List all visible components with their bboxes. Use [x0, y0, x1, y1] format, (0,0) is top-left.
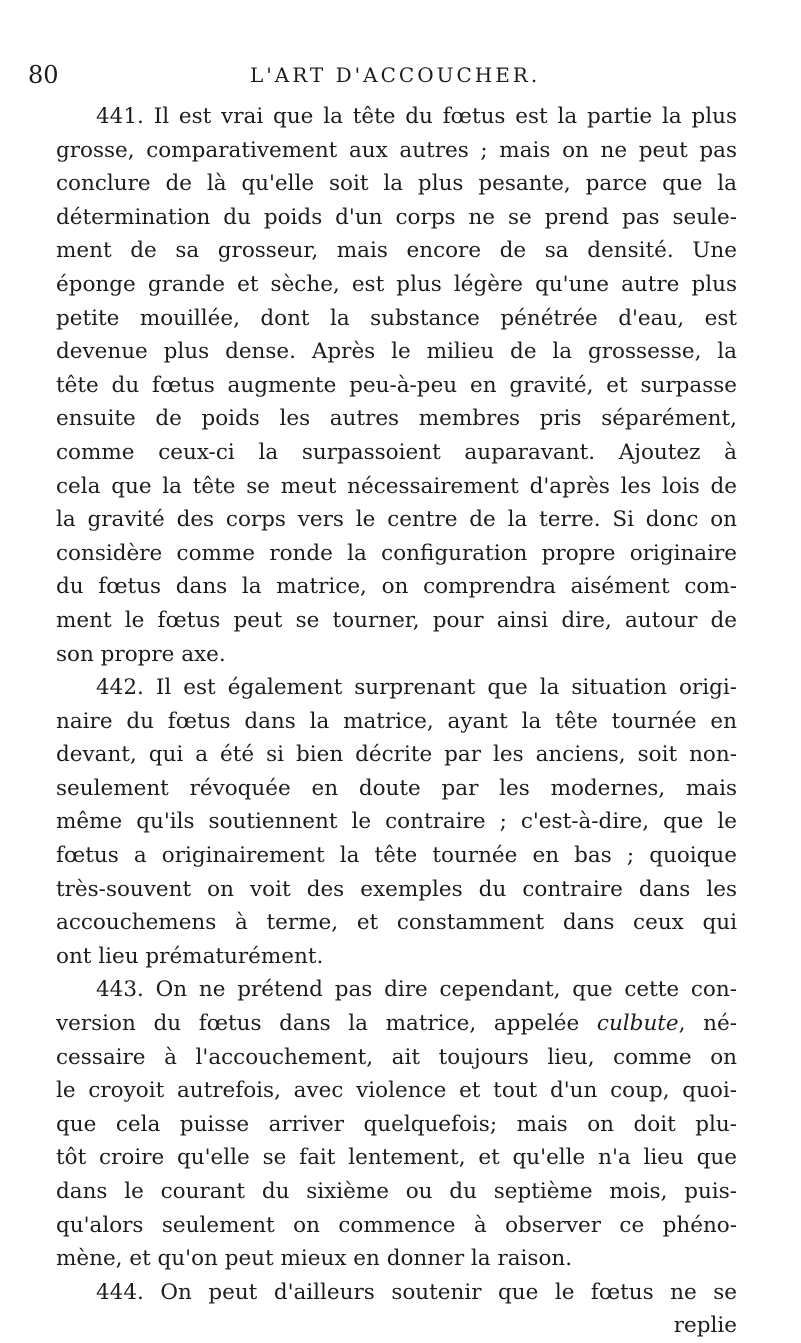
- text-line: même qu'ils soutiennent le contraire ; c'est-à-dire, que le: [56, 809, 737, 835]
- text-line: qu'alors seulement on commence à observer ce phéno-: [56, 1212, 737, 1238]
- text-line: petite mouillée, dont la substance pénétrée d'eau, est: [56, 305, 737, 331]
- text-line: devenue plus dense. Après le milieu de la grossesse, la: [56, 339, 737, 365]
- body-text: [56, 100, 737, 1343]
- running-title: L'ART D'ACCOUCHER.: [250, 63, 541, 87]
- italic-term: culbute: [596, 1011, 679, 1037]
- text-line: ont lieu prématurément.: [56, 943, 324, 969]
- text-line: considère comme ronde la configuration propre originaire: [56, 540, 737, 566]
- text-line: très-souvent on voit des exemples du contraire dans les: [56, 876, 737, 902]
- text-line: mène, et qu'on peut mieux en donner la raison.: [56, 1246, 573, 1272]
- text-line: 444. On peut d'ailleurs soutenir que le fœtus ne se: [96, 1279, 737, 1305]
- text-line: grosse, comparativement aux autres ; mais on ne peut pas: [56, 137, 737, 163]
- text-line: 441. Il est vrai que la tête du fœtus est la partie la plus: [96, 104, 737, 129]
- text-line: le croyoit autrefois, avec violence et tout d'un coup, quoi-: [56, 1078, 737, 1104]
- text-line: tôt croire qu'elle se fait lentement, et qu'elle n'a lieu que: [56, 1145, 737, 1171]
- text-line: cessaire à l'accouchement, ait toujours lieu, comme on: [56, 1044, 737, 1070]
- text-line: cela que la tête se meut nécessairement d'après les lois de: [56, 473, 737, 499]
- text-line: la gravité des corps vers le centre de la terre. Si donc on: [56, 507, 737, 533]
- text-line: éponge grande et sèche, est plus légère qu'une autre plus: [56, 271, 737, 297]
- text-line: seulement révoquée en doute par les modernes, mais: [56, 775, 737, 801]
- page-header: [0, 58, 801, 92]
- page-number: 80: [28, 61, 59, 89]
- text-line: que cela puisse arriver quelquefois; mais on doit plu-: [56, 1111, 737, 1137]
- text-line: ensuite de poids les autres membres pris séparément,: [56, 406, 737, 432]
- text-line: tête du fœtus augmente peu-à-peu en gravité, et surpasse: [56, 372, 737, 398]
- text-line: dans le courant du sixième ou du septième mois, puis-: [56, 1179, 737, 1204]
- text-line: fœtus a originairement la tête tournée en bas ; quoique: [56, 843, 737, 869]
- text-line: naire du fœtus dans la matrice, ayant la tête tournée en: [56, 708, 737, 734]
- catchword: replie: [673, 1313, 737, 1339]
- text-line: version du fœtus dans la matrice, appelée culbute, né-: [56, 1011, 737, 1037]
- text-line: accouchemens à terme, et constamment dans ceux qui: [56, 910, 737, 936]
- text-line: comme ceux-ci la surpassoient auparavant. Ajoutez à: [56, 439, 737, 465]
- text-line: devant, qui a été si bien décrite par les anciens, soit non-: [56, 742, 737, 768]
- text-line: détermination du poids d'un corps ne se prend pas seule-: [56, 204, 737, 230]
- text-line: son propre axe.: [56, 641, 226, 667]
- text-line: ment le fœtus peut se tourner, pour ainsi dire, autour de: [56, 607, 737, 633]
- text-line: 442. Il est également surprenant que la situation origi-: [96, 675, 737, 701]
- text-line: ment de sa grosseur, mais encore de sa densité. Une: [56, 238, 737, 264]
- text-line: conclure de là qu'elle soit la plus pesante, parce que la: [56, 171, 737, 197]
- text-line: du fœtus dans la matrice, on comprendra aisément com-: [56, 574, 737, 600]
- text-line: 443. On ne prétend pas dire cependant, que cette con-: [96, 977, 737, 1003]
